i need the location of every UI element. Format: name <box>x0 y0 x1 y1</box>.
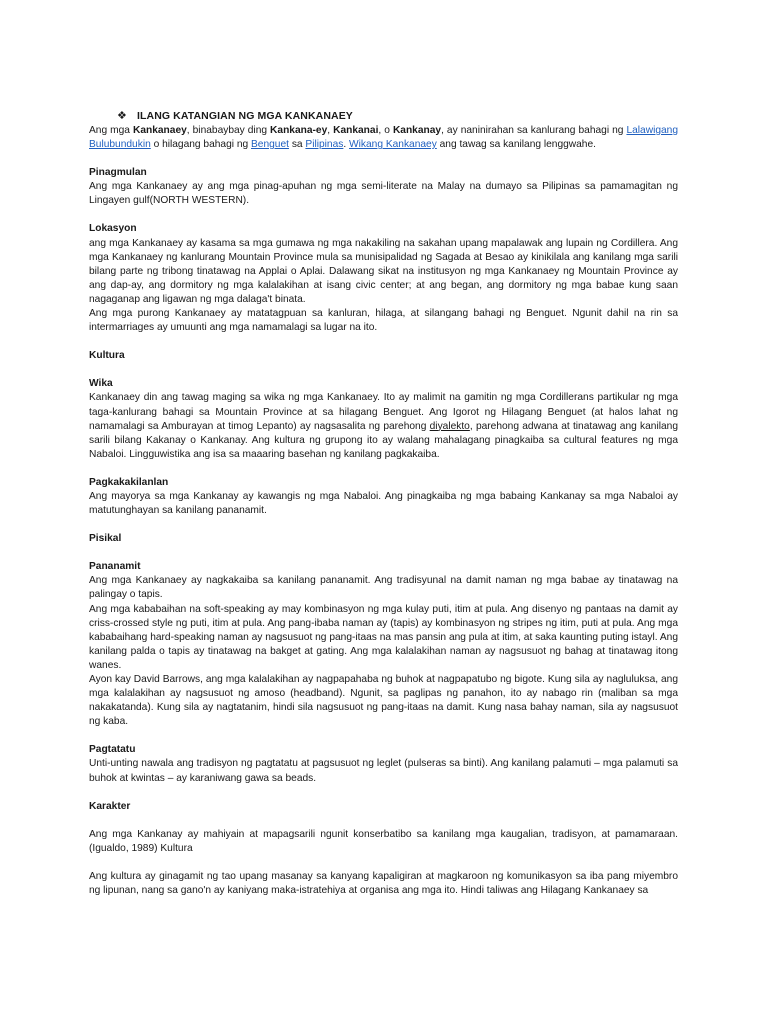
pananamit-paragraph-1: Ang mga Kankanaey ay nagkakaiba sa kanilang pananamit. Ang tradisyunal na damit naman ng mga babae ay tinatawag na palingay o tapis. <box>89 575 678 601</box>
intro-paragraph <box>89 124 678 152</box>
intro-text: , binabaybay ding <box>186 125 271 136</box>
spacer <box>89 856 678 870</box>
intro-text: , <box>327 125 334 136</box>
spacer <box>89 814 678 828</box>
intro-text: o hilagang bahagi ng <box>150 139 252 151</box>
heading-kultura: Kultura <box>89 350 125 362</box>
intro-text: , ay naninirahan sa kanlurang bahagi ng <box>441 125 627 136</box>
section-karakter <box>89 800 678 898</box>
wika-text-part: , parehong adwana at tinatawag ang kanilang sarili bilang Kakanay o Kankanay. Ang kultura ng grupong ito ay walang mahalagang pinagkaiba sa cultural features ng mga Nabaloi. Lingguwistika ang isa sa maaaring basehan ng kanilang pagkakaiba. <box>89 420 679 460</box>
intro-text: , o <box>378 125 393 136</box>
document-page <box>89 108 678 898</box>
pagkakakilanlan-text: Ang mayorya sa mga Kankanay ay kawangis ng mga Nabaloi. Ang pinagkaiba ng mga babaing Kankanay sa mga Nabaloi ay matutunghayan sa kanilang pananamit. <box>89 490 678 517</box>
heading-lokasyon: Lokasyon <box>89 223 137 235</box>
link-benguet[interactable]: Benguet <box>251 139 289 151</box>
pananamit-paragraph-2: Ang mga kababaihan na soft-speaking ay may kombinasyon ng mga kulay puti, itim at pula. Ang disenyo ng pantaas na damit ay criss-crossed style ng puti, itim at pula. Ang pang-ibaba naman ay (tapis) ay kombinasyon ng stripes ng itim, puti at pula. Ang mga kababaihang hard-speaking naman ay nagsusuot ng pang-itaas na mas pansin ang pula at itim, at saka kaunting puting istayl. Ang kanilang palda o tapis ay tinatawag na bakget at gating. Ang mga kalalakihan naman ay nagsusuot ng bahag at tinatawag itong wanes. <box>89 603 678 671</box>
karakter-paragraph-2: Ang kultura ay ginagamit ng tao upang masanay sa kanyang kapaligiran at magkaroon ng komunikasyon sa iba pang miyembro ng lipunan, nang sa gano'n ay kaniyang maka-istratehiya at organisa ang mga ito. Hindi taliwas ang Hilagang Kankanaey sa <box>89 870 678 897</box>
intro-bold-term: Kankana-ey <box>270 125 328 136</box>
heading-pisikal: Pisikal <box>89 533 122 545</box>
section-pagkakakilanlan <box>89 476 678 518</box>
link-pilipinas[interactable]: Pilipinas <box>305 139 344 151</box>
intro-text: . <box>343 139 350 151</box>
intro-text: sa <box>288 139 306 151</box>
pananamit-paragraph-3: Ayon kay David Barrows, ang mga kalalakihan ay nagpapahaba ng buhok at nagpapatubo ng bigote. Kung sila ay nagluluksa, ang mga kalalakihan ay nagsusuot ng amoso (headband). Ngunit, sa paglipas ng panahon, ito ay nabago rin (maliban sa mga nakakatanda). Kung sila ay nagtatanim, hindi sila nagsusuot ng pang-itaas na damit. Kung nasa bahay naman, sila ay nagsusuot ng kaba. <box>89 674 678 728</box>
wika-text <box>89 391 678 461</box>
section-pinagmulan <box>89 166 678 208</box>
heading-pinagmulan: Pinagmulan <box>89 167 147 179</box>
heading-pagtatatu: Pagtatatu <box>89 744 136 756</box>
pagtatatu-text: Unti-unting nawala ang tradisyon ng pagtatatu at pagsusuot ng leglet (pulseras sa binti). Ang kanilang palamuti – mga palamuti sa buhok at kwintas – ay karaniwang gawa sa beads. <box>89 758 678 784</box>
pinagmulan-text: Ang mga Kankanaey ay ang mga pinag-apuhan ng mga semi-literate na Malay na dumayo sa Pilipinas sa pamamagitan ng Lingayen gulf(NORTH WESTERN). <box>89 181 678 207</box>
heading-wika: Wika <box>89 378 113 390</box>
section-pisikal <box>89 532 678 546</box>
section-lokasyon <box>89 222 678 335</box>
title-row <box>117 108 678 124</box>
section-wika <box>89 377 678 462</box>
lokasyon-paragraph-2: Ang mga purong Kankanaey ay matatagpuan sa kanluran, hilaga, at silangang bahagi ng Benguet. Ngunit dahil na rin sa intermarriages ay umuunti ang mga namamalagi sa lugar na ito. <box>89 308 678 334</box>
wika-underlined-term: diyalekto <box>429 420 470 432</box>
intro-bold-term: Kankanai <box>333 125 379 136</box>
lokasyon-paragraph-1: ang mga Kankanaey ay kasama sa mga gumawa ng mga nakakiling na sakahan upang mapalawak ang lupain ng Cordillera. Ang mga Kankanaey ng kanlurang Mountain Province mula sa munisipalidad ng Sagada at Besao ay kinikilala ang kanilang mga sarili bilang parte ng tribong tinatawag na Applai o Aplai. Dalawang sikat na institusyon ng mga Kankanaey ng Mountain Province ay ang dap-ay, ang dormitory ng mga kalalakihan at isang civic center; at ang began, ang dormitory ng mga babae kung saan nagaganap ang ligawan ng mga dalaga't binata. <box>89 237 678 305</box>
heading-karakter: Karakter <box>89 800 131 812</box>
karakter-paragraph-1: Ang mga Kankanay ay mahiyain at mapagsarili ngunit konserbatibo sa kanilang mga kaugalian, tradisyon, at pamamaraan. (Igualdo, 1989) Kultura <box>89 828 678 854</box>
heading-pananamit: Pananamit <box>89 561 141 573</box>
intro-text: Ang mga <box>89 125 133 136</box>
document-title: ILANG KATANGIAN NG MGA KANKANAEY <box>137 109 353 122</box>
intro-text: ang tawag sa kanilang lenggwahe. <box>436 139 596 151</box>
link-wikang-kankanaey[interactable]: Wikang Kankanaey <box>349 139 437 151</box>
intro-bold-term: Kankanaey <box>132 125 187 136</box>
diamond-bullet-icon: ❖ <box>117 109 127 122</box>
section-pananamit <box>89 560 678 729</box>
intro-bold-term: Kankanay <box>392 125 442 136</box>
section-kultura <box>89 349 678 363</box>
link-lalawigang-bulubundukin[interactable]: Lalawigang Bulubundukin <box>89 125 678 151</box>
section-pagtatatu <box>89 743 678 785</box>
heading-pagkakakilanlan: Pagkakakilanlan <box>89 476 169 488</box>
wika-text-part: Kankanaey din ang tawag maging sa wika ng mga Kankanaey. Ito ay malimit na gamitin ng mga Cordillerans partikular ng mga taga-kanlurang bahagi sa Mountain Province at sa hilagang Benguet. Ang Igorot ng Hilagang Benguet (at halos lahat ng namamalagi sa Amburayan at timog Lepanto) ay nagsasalita ng parehong <box>89 392 678 432</box>
